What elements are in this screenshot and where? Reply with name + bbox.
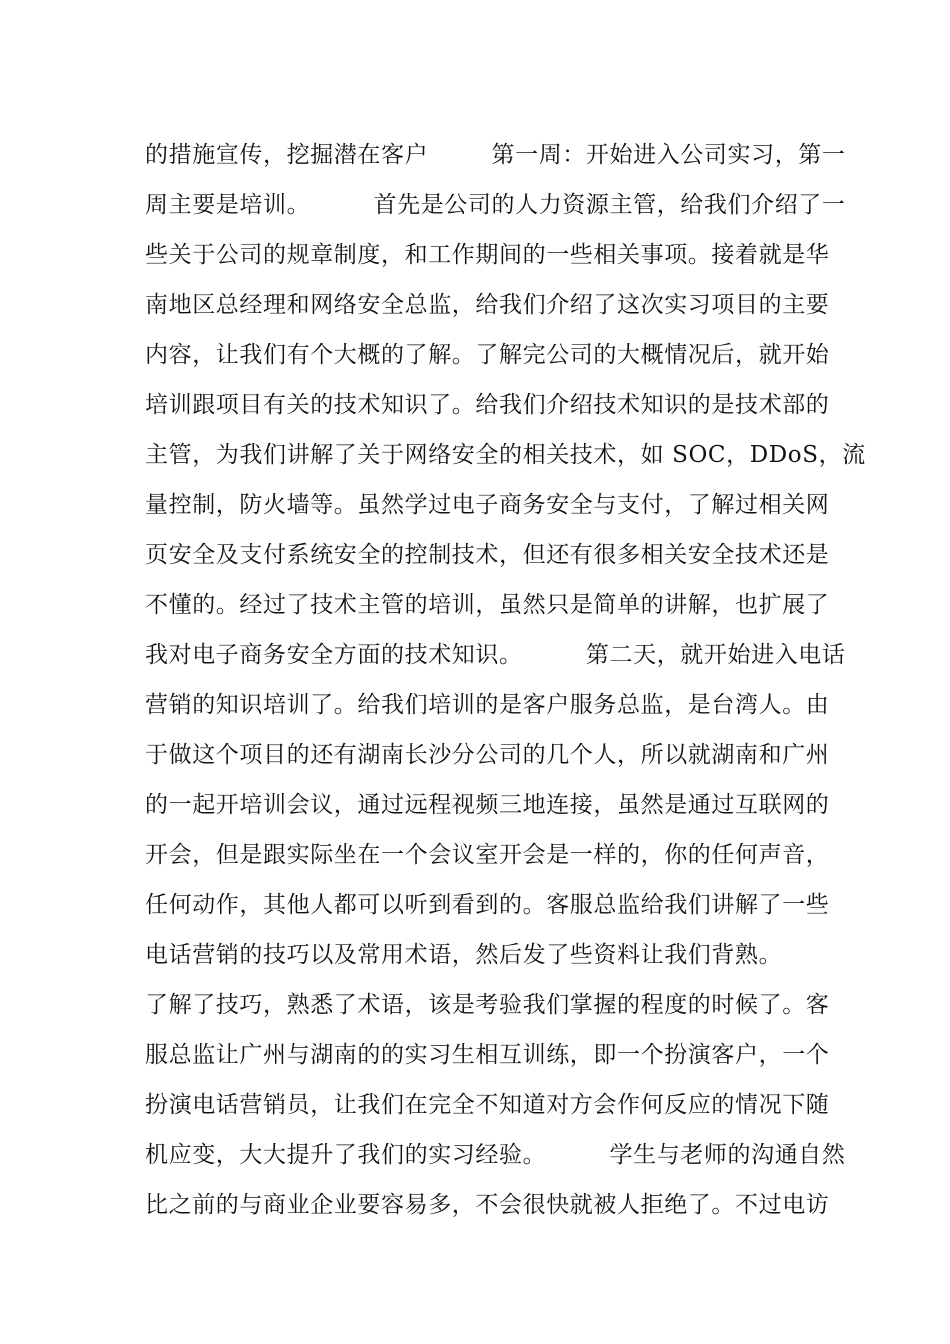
text-line: 不懂的。经过了技术主管的培训，虽然只是简单的讲解，也扩展了 [145,592,830,618]
text-line: 服总监让广州与湖南的的实习生相互训练，即一个扮演客户，一个 [145,1042,830,1068]
text-line: 比之前的与商业企业要容易多，不会很快就被人拒绝了。不过电访 [145,1192,830,1218]
text-line: 任何动作，其他人都可以听到看到的。客服总监给我们讲解了一些 [145,892,830,918]
text-line: 的措施宣传，挖掘潜在客户 第一周：开始进入公司实习，第一 [145,142,846,168]
text-line: 内容，让我们有个大概的了解。了解完公司的大概情况后，就开始 [145,342,830,368]
text-line: 开会，但是跟实际坐在一个会议室开会是一样的，你的任何声音， [145,842,830,868]
text-line: 主管，为我们讲解了关于网络安全的相关技术，如 SOC，DDoS，流 [145,442,866,468]
text-line: 于做这个项目的还有湖南长沙分公司的几个人，所以就湖南和广州 [145,742,830,768]
text-line: 的一起开培训会议，通过远程视频三地连接，虽然是通过互联网的 [145,792,830,818]
text-line: 量控制，防火墙等。虽然学过电子商务安全与支付，了解过相关网 [145,492,830,518]
text-line: 培训跟项目有关的技术知识了。给我们介绍技术知识的是技术部的 [145,392,830,418]
text-line: 南地区总经理和网络安全总监，给我们介绍了这次实习项目的主要 [145,292,830,318]
text-line: 页安全及支付系统安全的控制技术，但还有很多相关安全技术还是 [145,542,830,568]
text-line: 扮演电话营销员，让我们在完全不知道对方会作何反应的情况下随 [145,1092,830,1118]
text-line: 电话营销的技巧以及常用术语，然后发了些资料让我们背熟。 [145,942,783,968]
text-line: 周主要是培训。 首先是公司的人力资源主管，给我们介绍了一 [145,192,846,218]
text-line: 了解了技巧，熟悉了术语，该是考验我们掌握的程度的时候了。客 [145,992,830,1018]
body-text [145,130,866,1230]
text-line: 我对电子商务安全方面的技术知识。 第二天，就开始进入电话 [145,642,846,668]
text-line: 机应变，大大提升了我们的实习经验。 学生与老师的沟通自然 [145,1142,846,1168]
text-line: 营销的知识培训了。给我们培训的是客户服务总监，是台湾人。由 [145,692,830,718]
text-line: 些关于公司的规章制度，和工作期间的一些相关事项。接着就是华 [145,242,830,268]
